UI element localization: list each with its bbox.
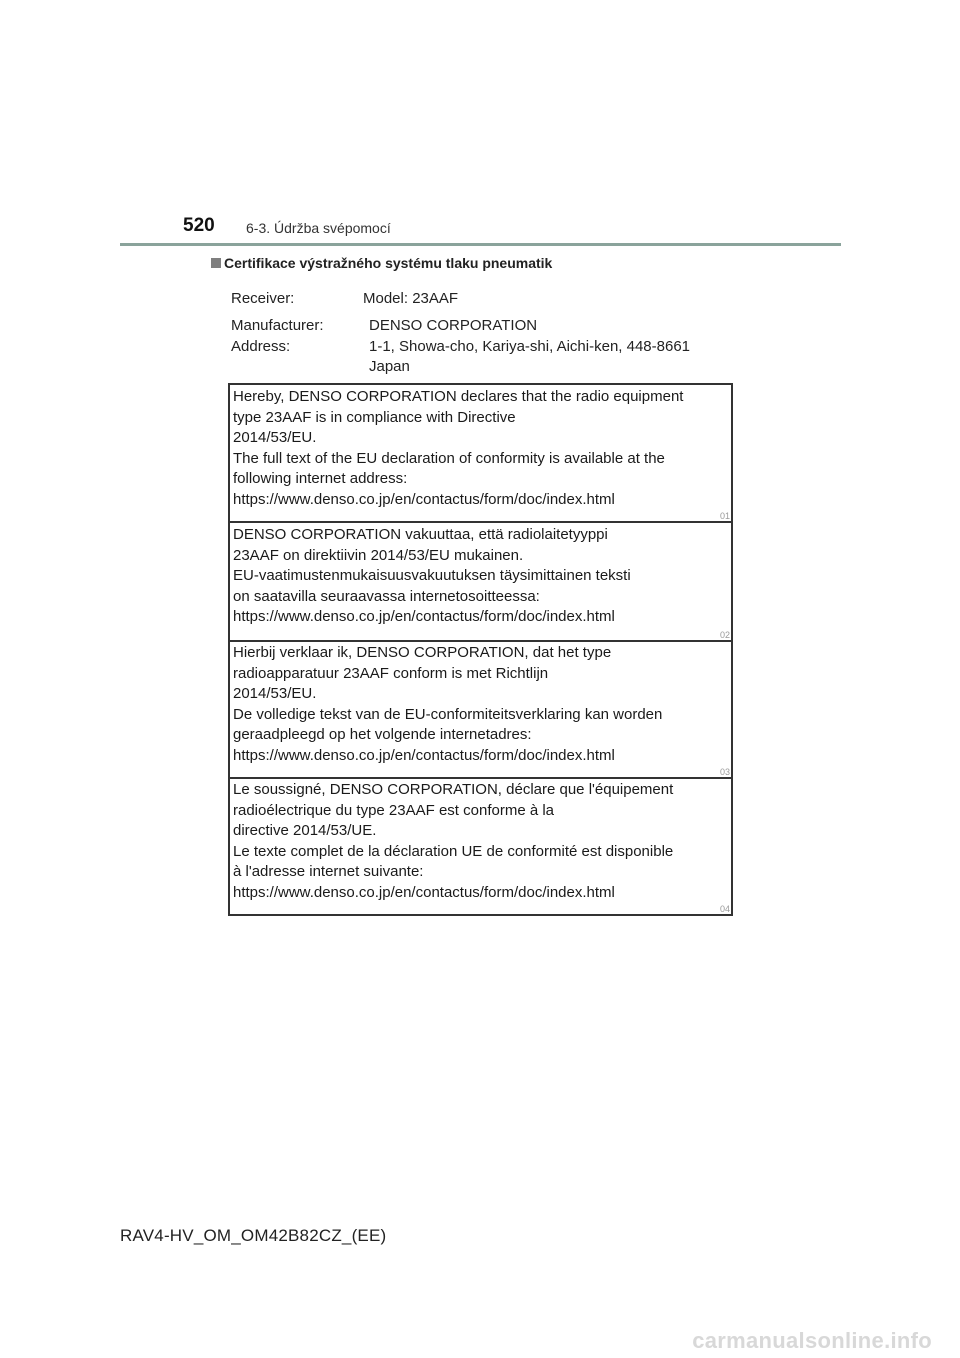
cert-line: The full text of the EU declaration of conformity is available at the [233,449,665,467]
cert-line: à l'adresse internet suivante: [233,863,424,881]
cert-line: on saatavilla seuraavassa internetosoitteessa: [233,587,540,605]
certificate-box [228,383,733,916]
heading-text: Certifikace výstražného systému tlaku pneumatik [224,255,553,271]
receiver-label: Receiver: [231,290,295,307]
watermark: carmanualsonline.info [692,1328,932,1353]
page-number: 520 [183,215,215,236]
cert-line: radioapparatuur 23AAF conform is met Richtlijn [233,664,549,682]
cert-line: DENSO CORPORATION vakuuttaa, että radiolaitetyyppi [233,526,608,543]
certificate-block-fr [230,777,731,914]
cert-line: https://www.denso.co.jp/en/contactus/form/doc/index.html [233,608,615,626]
cert-line: https://www.denso.co.jp/en/contactus/form/doc/index.html [233,746,615,764]
cert-line: type 23AAF is in compliance with Directive [233,408,516,426]
block-code: 02 [719,630,730,640]
block-code: 04 [719,904,730,914]
cert-line: https://www.denso.co.jp/en/contactus/form/doc/index.html [233,490,615,508]
cert-line: 23AAF on direktiivin 2014/53/EU mukainen. [233,546,524,564]
header-divider [120,243,841,246]
block-code: 01 [719,511,730,521]
cert-line: directive 2014/53/UE. [233,822,377,840]
cert-line: 2014/53/EU. [233,429,317,447]
bullet-square-icon [211,258,221,268]
cert-line: geraadpleegd op het volgende internetadres: [233,726,532,744]
section-title: 6-3. Údržba svépomocí [246,220,391,236]
cert-line: Hierbij verklaar ik, DENSO CORPORATION, dat het type [233,644,612,661]
address-line-1: 1-1, Showa-cho, Kariya-shi, Aichi-ken, 448-8661 [369,338,691,355]
document-code-footer: RAV4-HV_OM_OM42B82CZ_(EE) [120,1226,387,1245]
cert-line: EU-vaatimustenmukaisuusvakuutuksen täysimittainen teksti [233,567,631,585]
certificate-block-en [230,385,731,521]
receiver-value: Model: 23AAF [363,290,459,307]
certificate-block-nl [230,640,731,777]
certificate-block-fi [230,521,731,640]
cert-line: Le soussigné, DENSO CORPORATION, déclare que l'équipement [233,781,674,798]
address-line-2: Japan [369,358,410,375]
address-label: Address: [231,338,291,355]
cert-line: Le texte complet de la déclaration UE de conformité est disponible [233,842,674,860]
manufacturer-value: DENSO CORPORATION [369,317,538,334]
cert-line: following internet address: [233,470,408,488]
cert-line: radioélectrique du type 23AAF est conforme à la [233,801,555,819]
cert-line: https://www.denso.co.jp/en/contactus/form/doc/index.html [233,883,615,901]
cert-line: 2014/53/EU. [233,685,317,703]
cert-line: De volledige tekst van de EU-conformiteitsverklaring kan worden [233,705,663,723]
manufacturer-label: Manufacturer: [231,317,324,334]
cert-line: Hereby, DENSO CORPORATION declares that the radio equipment [233,388,684,405]
section-heading [211,255,552,271]
block-code: 03 [719,767,730,777]
